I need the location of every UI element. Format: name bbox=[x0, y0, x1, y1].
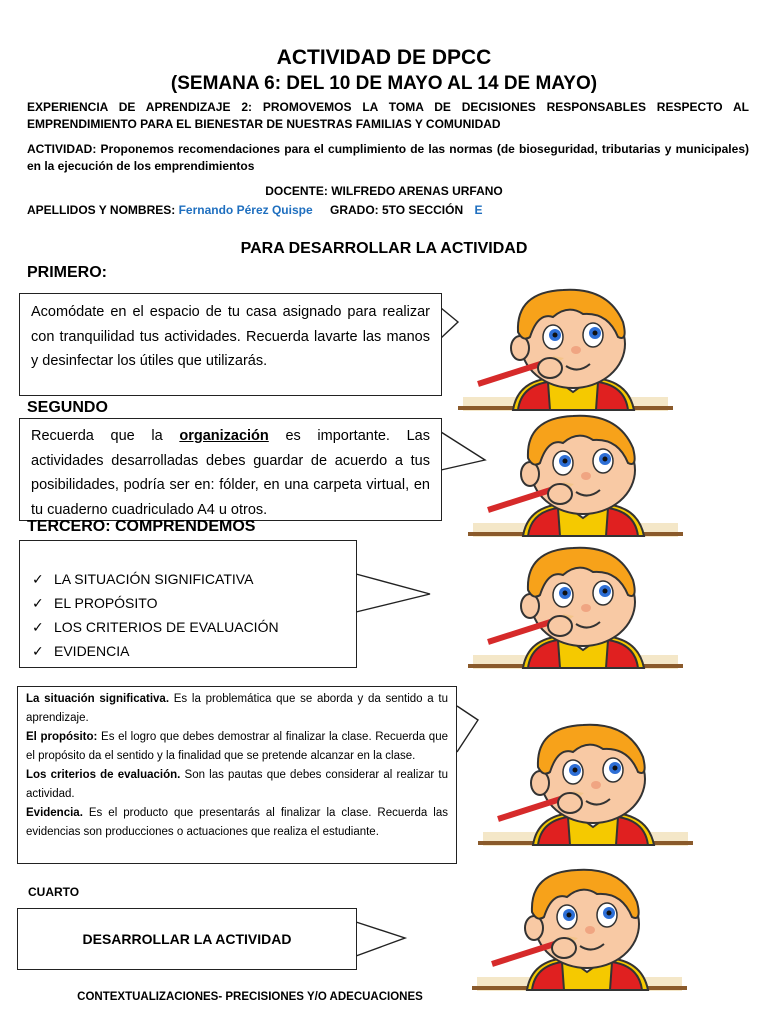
boy-thinking-illustration bbox=[468, 540, 686, 670]
checklist-item: ✓ LA SITUACIÓN SIGNIFICATIVA bbox=[32, 567, 356, 591]
definition-evidencia: Evidencia. Es el producto que presentarás al finalizar la clase. Recuerda las evidencias son producciones o actuaciones que realiza el estudiante. bbox=[26, 807, 448, 838]
checklist-item: ✓ LOS CRITERIOS DE EVALUACIÓN bbox=[32, 615, 356, 639]
segundo-box bbox=[19, 418, 442, 521]
page-title: ACTIVIDAD DE DPCC bbox=[276, 46, 492, 69]
checklist-item: ✓ EL PROPÓSITO bbox=[32, 591, 356, 615]
activity-text: Proponemos recomendaciones para el cumplimiento de las normas (de bioseguridad, tributarias y municipales) en la ejecución de los emprendimientos bbox=[27, 142, 749, 173]
experience-text: EXPERIENCIA DE APRENDIZAJE 2: PROMOVEMOS LA TOMA DE DECISIONES RESPONSABLES RESPECTO AL EMPRENDIMIENTO PARA EL BIENESTAR DE NUESTRAS FAMILIAS Y COMUNIDAD bbox=[27, 100, 749, 131]
grade-label: GRADO: 5TO SECCIÓN bbox=[329, 203, 464, 217]
cuarto-box bbox=[17, 908, 357, 970]
check-icon: ✓ bbox=[32, 571, 44, 587]
segundo-text-before: Recuerda que la bbox=[31, 428, 180, 444]
definition-situacion: La situación significativa. Es la problemática que se aborda y da sentido a tu aprendizaje. bbox=[26, 693, 448, 724]
boy-thinking-illustration bbox=[458, 282, 676, 412]
names-value: Fernando Pérez Quispe bbox=[178, 203, 313, 217]
cuarto-text: DESARROLLAR LA ACTIVIDAD bbox=[82, 931, 292, 947]
activity-label: ACTIVIDAD: bbox=[27, 142, 97, 156]
definition-proposito: El propósito: Es el logro que debes demostrar al finalizar la clase. Recuerda que el propósito da el sentido y la finalidad que se pretende alcanzar en la clase. bbox=[26, 731, 448, 762]
tercero-label: TERCERO: COMPRENDEMOS bbox=[27, 518, 256, 535]
check-icon: ✓ bbox=[32, 619, 44, 635]
definition-criterios: Los criterios de evaluación. Son las pautas que debes considerar al realizar tu actividad. bbox=[26, 769, 448, 800]
footer-text: CONTEXTUALIZACIONES- PRECISIONES Y/O ADECUACIONES bbox=[77, 991, 423, 1003]
check-icon: ✓ bbox=[32, 595, 44, 611]
boy-thinking-illustration bbox=[468, 408, 686, 538]
primero-text: Acomódate en el espacio de tu casa asignado para realizar con tranquilidad tus actividades. Recuerda lavarte las manos y desinfectar los útiles que utilizarás. bbox=[31, 304, 430, 369]
cuarto-label: CUARTO bbox=[28, 885, 80, 899]
segundo-text-after: es importante. Las actividades desarrolladas debes guardar de acuerdo a tus posibilidades, podría ser en: fólder, en una carpeta virtual, en tu cuaderno cuadriculado A4 u otros. bbox=[31, 428, 430, 518]
boy-thinking-illustration bbox=[472, 862, 690, 992]
activity-heading: PARA DESARROLLAR LA ACTIVIDAD bbox=[240, 240, 528, 257]
page-subtitle: (SEMANA 6: DEL 10 DE MAYO AL 14 DE MAYO) bbox=[170, 73, 598, 94]
teacher-line: DOCENTE: WILFREDO ARENAS URFANO bbox=[265, 184, 503, 198]
boy-thinking-illustration bbox=[478, 706, 696, 858]
primero-label: PRIMERO: bbox=[27, 264, 107, 281]
definitions-box bbox=[17, 686, 457, 864]
check-icon: ✓ bbox=[32, 643, 44, 659]
tercero-box bbox=[19, 540, 357, 668]
section-value: E bbox=[474, 203, 483, 217]
segundo-keyword: organización bbox=[179, 428, 269, 444]
names-label: APELLIDOS Y NOMBRES: bbox=[27, 203, 176, 217]
primero-box bbox=[19, 293, 442, 396]
segundo-label: SEGUNDO bbox=[27, 399, 108, 416]
segundo-text bbox=[31, 424, 430, 522]
checklist-item: ✓ EVIDENCIA bbox=[32, 639, 356, 663]
